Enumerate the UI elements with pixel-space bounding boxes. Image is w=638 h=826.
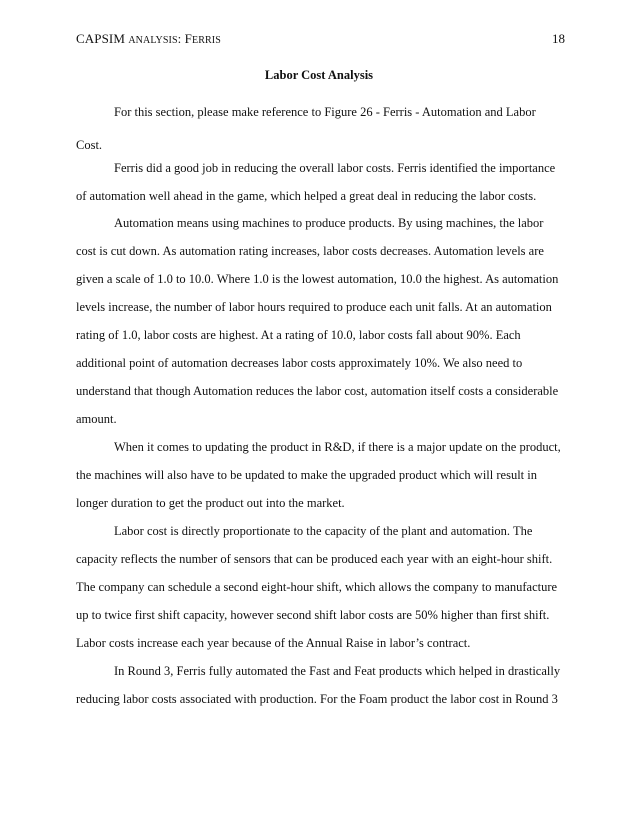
body-line: When it comes to updating the product in R&D, if there is a major update on the product, xyxy=(114,440,561,454)
body-line: of automation well ahead in the game, which helped a great deal in reducing the labor costs. xyxy=(76,189,537,203)
body-line: up to twice first shift capacity, however second shift labor costs are 50% higher than first shift. xyxy=(76,608,550,622)
body-line: capacity reflects the number of sensors that can be produced each year with an eight-hour shift. xyxy=(76,552,553,566)
running-head-part: CAPSIM xyxy=(76,31,129,46)
body-line: Ferris did a good job in reducing the overall labor costs. Ferris identified the importance xyxy=(114,161,556,175)
running-head-part: ERRIS xyxy=(192,35,221,46)
body-line: reducing labor costs associated with production. For the Foam product the labor cost in Round 3 xyxy=(76,692,558,706)
running-head xyxy=(76,31,221,47)
body-line: additional point of automation decreases labor costs approximately 10%. We also need to xyxy=(76,356,523,370)
body-line: cost is cut down. As automation rating increases, labor costs decreases. Automation levels are xyxy=(76,244,544,258)
body-line: longer duration to get the product out into the market. xyxy=(76,496,345,510)
body-line: amount. xyxy=(76,412,117,426)
body-line: In Round 3, Ferris fully automated the Fast and Feat products which helped in drastically xyxy=(114,664,561,678)
body-line: For this section, please make reference to Figure 26 - Ferris - Automation and Labor xyxy=(114,105,536,119)
running-head-part: : F xyxy=(177,31,193,46)
section-title: Labor Cost Analysis xyxy=(264,68,374,82)
body-line: Labor cost is directly proportionate to the capacity of the plant and automation. The xyxy=(114,524,533,538)
body-line: Labor costs increase each year because of the Annual Raise in labor’s contract. xyxy=(76,636,471,650)
body-line: The company can schedule a second eight-hour shift, which allows the company to manufacture xyxy=(76,580,558,594)
body-line: rating of 1.0, labor costs are highest. At a rating of 10.0, labor costs fall about 90%. Each xyxy=(76,328,521,342)
body-line: the machines will also have to be updated to make the upgraded product which will result in xyxy=(76,468,537,482)
body-line: given a scale of 1.0 to 10.0. Where 1.0 is the lowest automation, 10.0 the highest. As automation xyxy=(76,272,559,286)
body-line: levels increase, the number of labor hours required to produce each unit falls. At an automation xyxy=(76,300,552,314)
page-number: 18 xyxy=(552,31,565,46)
running-head-part: ANALYSIS xyxy=(128,35,178,46)
body-line: understand that though Automation reduces the labor cost, automation itself costs a considerable xyxy=(76,384,559,398)
body-line: Automation means using machines to produce products. By using machines, the labor xyxy=(114,216,544,230)
body-line: Cost. xyxy=(76,138,103,152)
